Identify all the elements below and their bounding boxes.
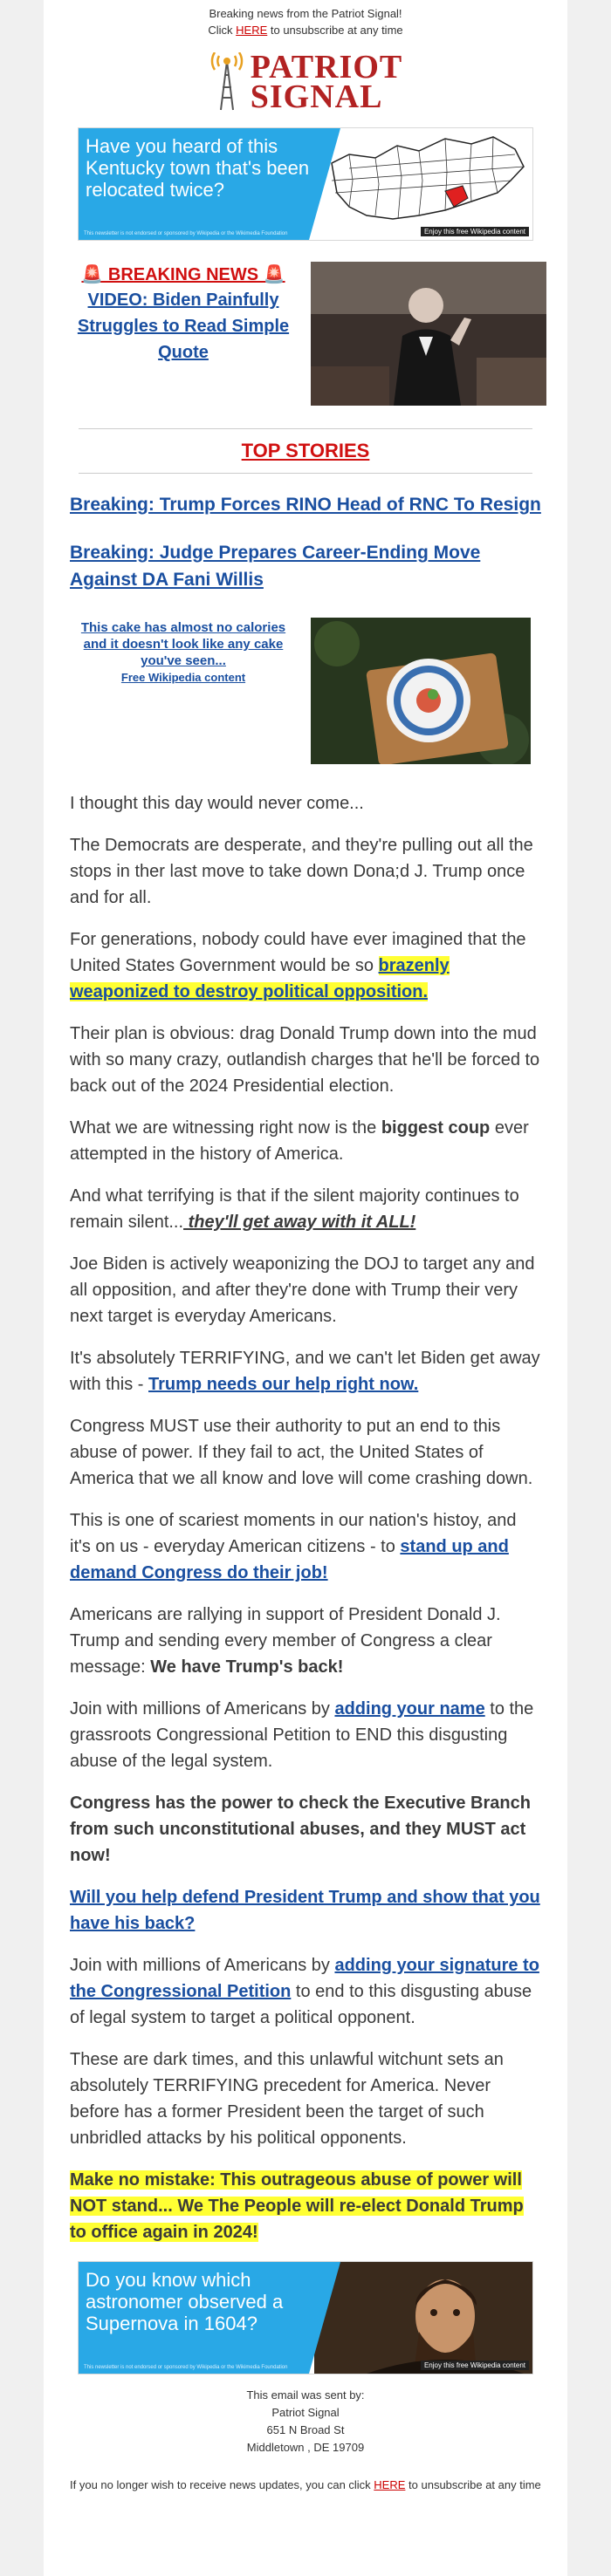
paragraph-text: Join with millions of Americans by [70, 1956, 335, 1975]
promo-headline[interactable]: This cake has almost no calories and it doesn't look like any cake you've seen... [80, 620, 286, 668]
kentucky-map-art [314, 128, 532, 240]
footer-note-text-end: to unsubscribe at any time [405, 2478, 541, 2491]
paragraph-text: to end to this disgusting abuse of legal system to target a political opponent. [70, 1982, 532, 2027]
logo-line1: PATRIOT [250, 49, 403, 85]
unsubscribe-link[interactable]: HERE [236, 24, 268, 37]
ad-title: Do you know which astronomer observed a Supernova in 1604? [86, 2269, 284, 2334]
paragraph [70, 1602, 541, 1680]
paragraph [70, 1507, 541, 1586]
paragraph-text: Join with millions of Americans by [70, 1699, 335, 1718]
preheader-line: Breaking news from the Patriot Signal! [209, 7, 402, 20]
email-container [44, 0, 567, 2576]
paragraph-highlight [70, 2167, 541, 2245]
emphasis-text: they'll get away with it ALL! [183, 1213, 416, 1232]
ad-caption: Enjoy this free Wikipedia content [421, 227, 529, 236]
paragraph-text: And what terrifying is that if the silent majority continues to remain silent... [70, 1186, 519, 1232]
footer-note-text: If you no longer wish to receive news updates, you can click [70, 2478, 374, 2491]
paragraph [70, 1952, 541, 2031]
photo-art [311, 262, 546, 406]
promo-subtitle[interactable]: Free Wikipedia content [120, 671, 246, 684]
unsubscribe-text: Click [208, 24, 237, 37]
preheader [44, 0, 567, 38]
ad-caption: Enjoy this free Wikipedia content [421, 2361, 529, 2370]
paragraph [70, 1884, 541, 1937]
footer-address [44, 2387, 567, 2456]
ad-disclaimer: This newsletter is not endorsed or sponsored by Wikipedia or the Wikimedia Foundation [84, 231, 288, 236]
paragraph: The Democrats are desperate, and they're pulling out all the stops in ther last move to take down Dona;d J. Trump once and for all. [70, 836, 533, 907]
help-link[interactable]: Trump needs our help right now. [148, 1375, 419, 1394]
logo-line2: SIGNAL [250, 79, 383, 115]
add-name-link[interactable]: adding your name [334, 1699, 485, 1718]
paragraph [70, 1345, 541, 1397]
bold-text: biggest coup [381, 1118, 491, 1138]
astronomer-ad-banner[interactable] [78, 2261, 533, 2374]
paragraph-text: It's absolutely TERRIFYING, and we can't let Biden get away with this - [70, 1349, 540, 1394]
paragraph: I thought this day would never come... [70, 794, 364, 813]
breaking-news-headline[interactable]: VIDEO: Biden Painfully Struggles to Read Simple Quote [77, 290, 290, 362]
promo-text[interactable] [70, 618, 297, 764]
demand-congress-link[interactable]: stand up and demand Congress do their job! [70, 1537, 509, 1582]
highlighted-text: Make no mistake: This outrageous abuse of power will NOT stand... We The People will re-elect Donald Trump to office again in 2024! [70, 2170, 524, 2242]
logo-text [250, 49, 403, 115]
promo-block [70, 618, 550, 764]
defend-trump-link[interactable]: Will you help defend President Trump and show that you have his back? [70, 1888, 540, 1933]
radio-tower-icon [209, 52, 245, 112]
top-stories-heading: TOP STORIES [241, 440, 370, 461]
footer-city: Middletown , DE 19709 [246, 2441, 365, 2454]
paragraph-text: This is one of scariest moments in our nation's histoy, and it's on us - everyday American citizens - to [70, 1511, 517, 1556]
ad-title: Have you heard of this Kentucky town that's been relocated twice? [86, 135, 310, 201]
paragraph [70, 1115, 541, 1167]
paragraph: Joe Biden is actively weaponizing the DOJ to target any and all opposition, and after they're done with Trump their very next target is everyday Americans. [70, 1254, 535, 1326]
paragraph [70, 1696, 541, 1774]
add-signature-link[interactable]: adding your signature to the Congressional Petition [70, 1956, 539, 2001]
paragraph [70, 926, 541, 1005]
unsubscribe-line [44, 22, 567, 38]
paragraph: Their plan is obvious: drag Donald Trump down into the mud with so many crazy, outlandish charges that he'll be forced to back out of the 2024 Presidential election. [70, 1024, 540, 1096]
paragraph [70, 1183, 541, 1235]
footer-sent-by: This email was sent by: [246, 2388, 365, 2402]
paragraph: Congress has the power to check the Executive Branch from such unconstitutional abuses, and they MUST act now! [70, 1794, 531, 1865]
paragraph-text: What we are witnessing right now is the [70, 1118, 381, 1138]
paragraph-text: For generations, nobody could have ever imagined that the United States Government would be so [70, 930, 526, 975]
astronomer-portrait-art [314, 2262, 532, 2374]
article-body [70, 790, 541, 2245]
story-link-willis[interactable]: Breaking: Judge Prepares Career-Ending Move Against DA Fani Willis [70, 543, 481, 590]
footer-unsubscribe-note [70, 2477, 541, 2493]
paragraph-text: to the grassroots Congressional Petition to END this disgusting abuse of the legal system. [70, 1699, 534, 1771]
footer-org: Patriot Signal [271, 2406, 340, 2419]
breaking-news-label[interactable]: 🚨 BREAKING NEWS 🚨 [81, 265, 285, 284]
patriot-signal-logo[interactable] [44, 51, 567, 113]
kentucky-ad-banner[interactable] [78, 127, 533, 241]
cake-photo-art [311, 618, 531, 764]
paragraph-text: ever attempted in the history of America. [70, 1118, 529, 1164]
cake-photo[interactable] [311, 618, 531, 764]
footer-street: 651 N Broad St [266, 2423, 345, 2436]
ad-disclaimer: This newsletter is not endorsed or sponsored by Wikipedia or the Wikimedia Foundation [84, 2365, 288, 2370]
unsubscribe-text-end: to unsubscribe at any time [267, 24, 403, 37]
bold-text: We have Trump's back! [150, 1657, 344, 1677]
breaking-news-block [70, 262, 550, 406]
footer-unsubscribe-link[interactable]: HERE [374, 2478, 406, 2491]
paragraph-text: Americans are rallying in support of President Donald J. Trump and sending every member of Congress a clear message: [70, 1605, 501, 1677]
weaponized-link[interactable]: brazenly weaponized to destroy political opposition. [70, 956, 450, 1001]
breaking-news-photo[interactable] [311, 262, 546, 406]
paragraph: These are dark times, and this unlawful witchunt sets an absolutely TERRIFYING precedent for America. Never before has a former President been the target of such unbridled attacks by his political opponents. [70, 2050, 504, 2148]
breaking-news-text [70, 262, 297, 366]
paragraph: Congress MUST use their authority to put an end to this abuse of power. If they fail to act, the United States of America that we all know and love will come crashing down. [70, 1417, 533, 1488]
story-link-rnc[interactable]: Breaking: Trump Forces RINO Head of RNC To Resign [70, 495, 541, 515]
